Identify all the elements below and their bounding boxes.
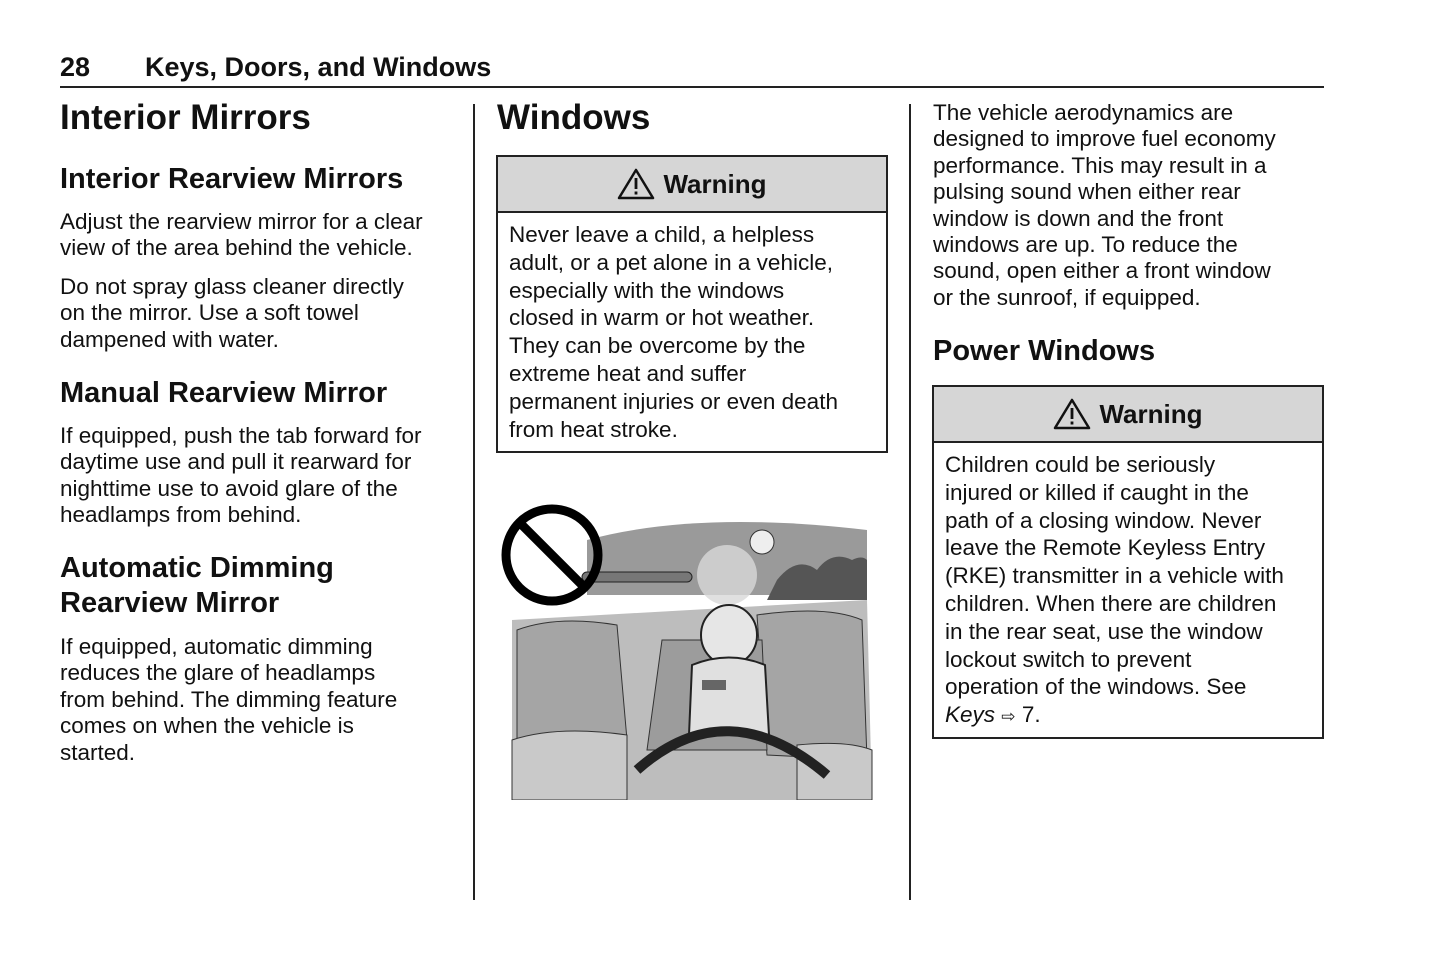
subsection-heading: Manual Rearview Mirror [60, 377, 388, 409]
text-line: Rearview Mirror [60, 587, 280, 619]
text-line: Do not spray glass cleaner directly [60, 274, 404, 299]
column-divider [473, 104, 475, 900]
text-line: adult, or a pet alone in a vehicle, [509, 249, 833, 275]
text-line: started. [60, 739, 136, 765]
header-rule [60, 86, 1324, 88]
warning-label: Warning [663, 168, 767, 199]
subsection-heading: Power Windows [933, 335, 1156, 367]
text-line: reduces the glare of headlamps [60, 660, 376, 686]
text-line: view of the area behind the vehicle. [60, 235, 413, 261]
text-line: path of a closing window. Never [945, 507, 1262, 533]
paragraph [60, 634, 397, 766]
paragraph [60, 209, 423, 262]
warning-triangle-icon [617, 168, 655, 200]
text-line: children. When there are children [945, 590, 1277, 616]
section-title: Windows [497, 98, 651, 137]
warning-header [498, 157, 886, 213]
text-line: on the mirror. Use a soft towel [60, 300, 359, 326]
warning-label: Warning [1099, 398, 1203, 429]
text-line: dampened with water. [60, 326, 279, 352]
arrow-icon: ⇨ [1001, 707, 1016, 727]
text-line: leave the Remote Keyless Entry [945, 535, 1266, 561]
column-divider [909, 104, 911, 900]
child-in-car-illustration [497, 500, 887, 800]
text-line: from heat stroke. [509, 416, 678, 442]
text-line: injured or killed if caught in the [945, 479, 1249, 505]
text-line: window is down and the front [933, 205, 1224, 231]
text-line: performance. This may result in a [933, 152, 1267, 178]
reference-link[interactable]: Keys [945, 702, 996, 728]
warning-header [934, 387, 1322, 443]
text-line: headlamps from behind. [60, 502, 302, 528]
paragraph [933, 100, 1276, 311]
text-line: closed in warm or hot weather. [509, 305, 815, 331]
warning-text [498, 213, 886, 443]
text-line: operation of the windows. See [945, 674, 1247, 700]
paragraph [60, 423, 421, 529]
text-line: especially with the windows [509, 277, 785, 303]
text-line: (RKE) transmitter in a vehicle with [945, 563, 1284, 589]
text-line: pulsing sound when either rear [933, 179, 1241, 205]
text-line: Children could be seriously [945, 452, 1216, 477]
text-line: or the sunroof, if equipped. [933, 284, 1201, 310]
text-line: permanent injuries or even death [509, 388, 838, 414]
warning-box [932, 385, 1324, 739]
subsection-heading: Interior Rearview Mirrors [60, 163, 404, 195]
text-line: nighttime use to avoid glare of the [60, 475, 398, 501]
reference-page: 7. [1021, 702, 1041, 728]
paragraph [60, 274, 404, 353]
warning-box [496, 155, 888, 453]
cross-reference[interactable] [945, 701, 1322, 731]
section-title: Interior Mirrors [60, 98, 311, 137]
text-line: lockout switch to prevent [945, 646, 1192, 672]
text-line: The vehicle aerodynamics are [933, 100, 1234, 125]
warning-text [934, 443, 1322, 731]
warning-triangle-icon [1053, 398, 1091, 430]
text-line: They can be overcome by the [509, 333, 806, 359]
warning-lines [945, 451, 1322, 701]
text-line: Adjust the rearview mirror for a clear [60, 209, 423, 234]
text-line: in the rear seat, use the window [945, 618, 1263, 644]
text-line: comes on when the vehicle is [60, 713, 354, 739]
text-line: If equipped, automatic dimming [60, 634, 373, 659]
text-line: sound, open either a front window [933, 258, 1271, 284]
text-line: extreme heat and suffer [509, 360, 747, 386]
subsection-heading [60, 551, 334, 621]
text-line: Never leave a child, a helpless [509, 222, 815, 247]
page-number: 28 [60, 52, 91, 82]
text-line: from behind. The dimming feature [60, 686, 398, 712]
text-line: designed to improve fuel economy [933, 126, 1276, 152]
chapter-title: Keys, Doors, and Windows [145, 52, 492, 82]
text-line: windows are up. To reduce the [933, 232, 1238, 258]
text-line: Automatic Dimming [60, 552, 334, 584]
text-line: daytime use and pull it rearward for [60, 449, 412, 475]
text-line: If equipped, push the tab forward for [60, 423, 422, 448]
